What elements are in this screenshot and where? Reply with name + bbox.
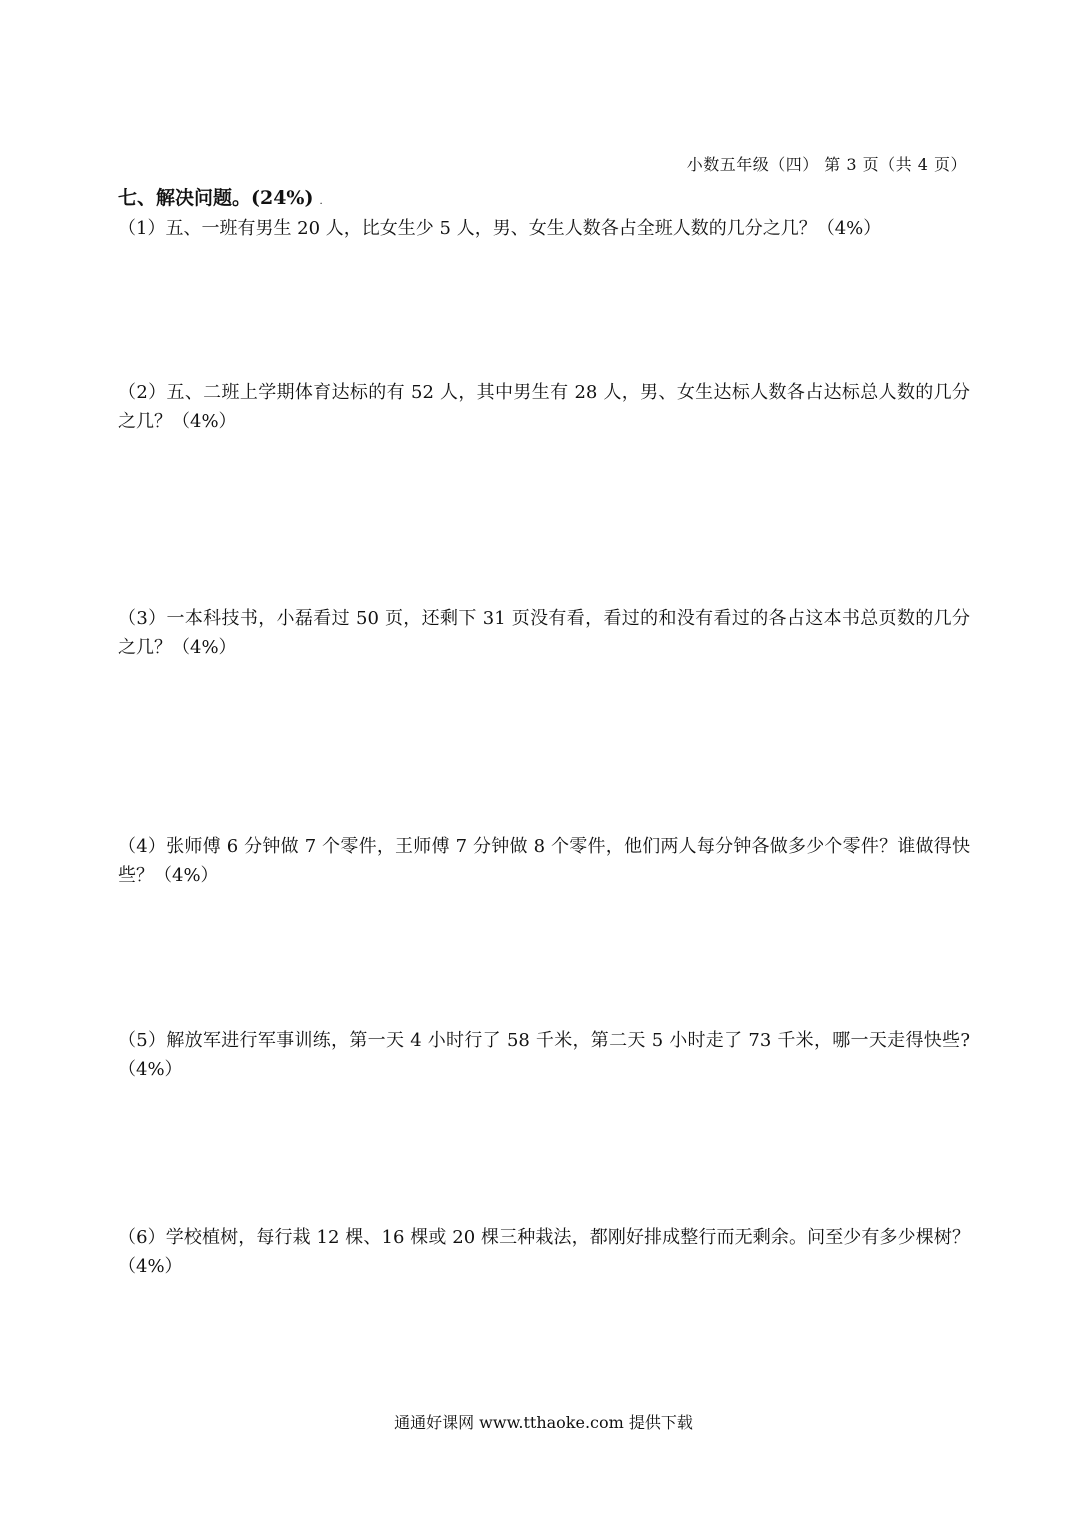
- page-footer: 通通好课网 www.tthaoke.com 提供下载: [394, 1413, 693, 1432]
- question-6: （6）学校植树，每行栽 12 棵、16 棵或 20 棵三种栽法，都刚好排成整行而无剩余。问至少有多少棵树？（4%）: [118, 1227, 970, 1277]
- question-5: （5）解放军进行军事训练，第一天 4 小时行了 58 千米，第二天 5 小时走了 73 千米，哪一天走得快些? （4%）: [118, 1030, 970, 1080]
- section-title-text: 七、解决问题。(24%): [118, 187, 314, 209]
- page-header: 小数五年级（四） 第 3 页（共 4 页）: [686, 155, 967, 174]
- question-1: （1）五、一班有男生 20 人，比女生少 5 人，男、女生人数各占全班人数的几分之几？（4%）: [118, 218, 882, 239]
- question-2: （2）五、二班上学期体育达标的有 52 人，其中男生有 28 人，男、女生达标人数各占达标总人数的几分之几？（4%）: [118, 382, 970, 432]
- section-title-mark: .: [319, 196, 323, 207]
- section-title: [118, 183, 323, 210]
- question-3: （3）一本科技书，小磊看过 50 页，还剩下 31 页没有看，看过的和没有看过的各占这本书总页数的几分之几？（4%）: [118, 608, 970, 658]
- question-4: （4）张师傅 6 分钟做 7 个零件，王师傅 7 分钟做 8 个零件，他们两人每分钟各做多少个零件？谁做得快些？（4%）: [118, 836, 970, 886]
